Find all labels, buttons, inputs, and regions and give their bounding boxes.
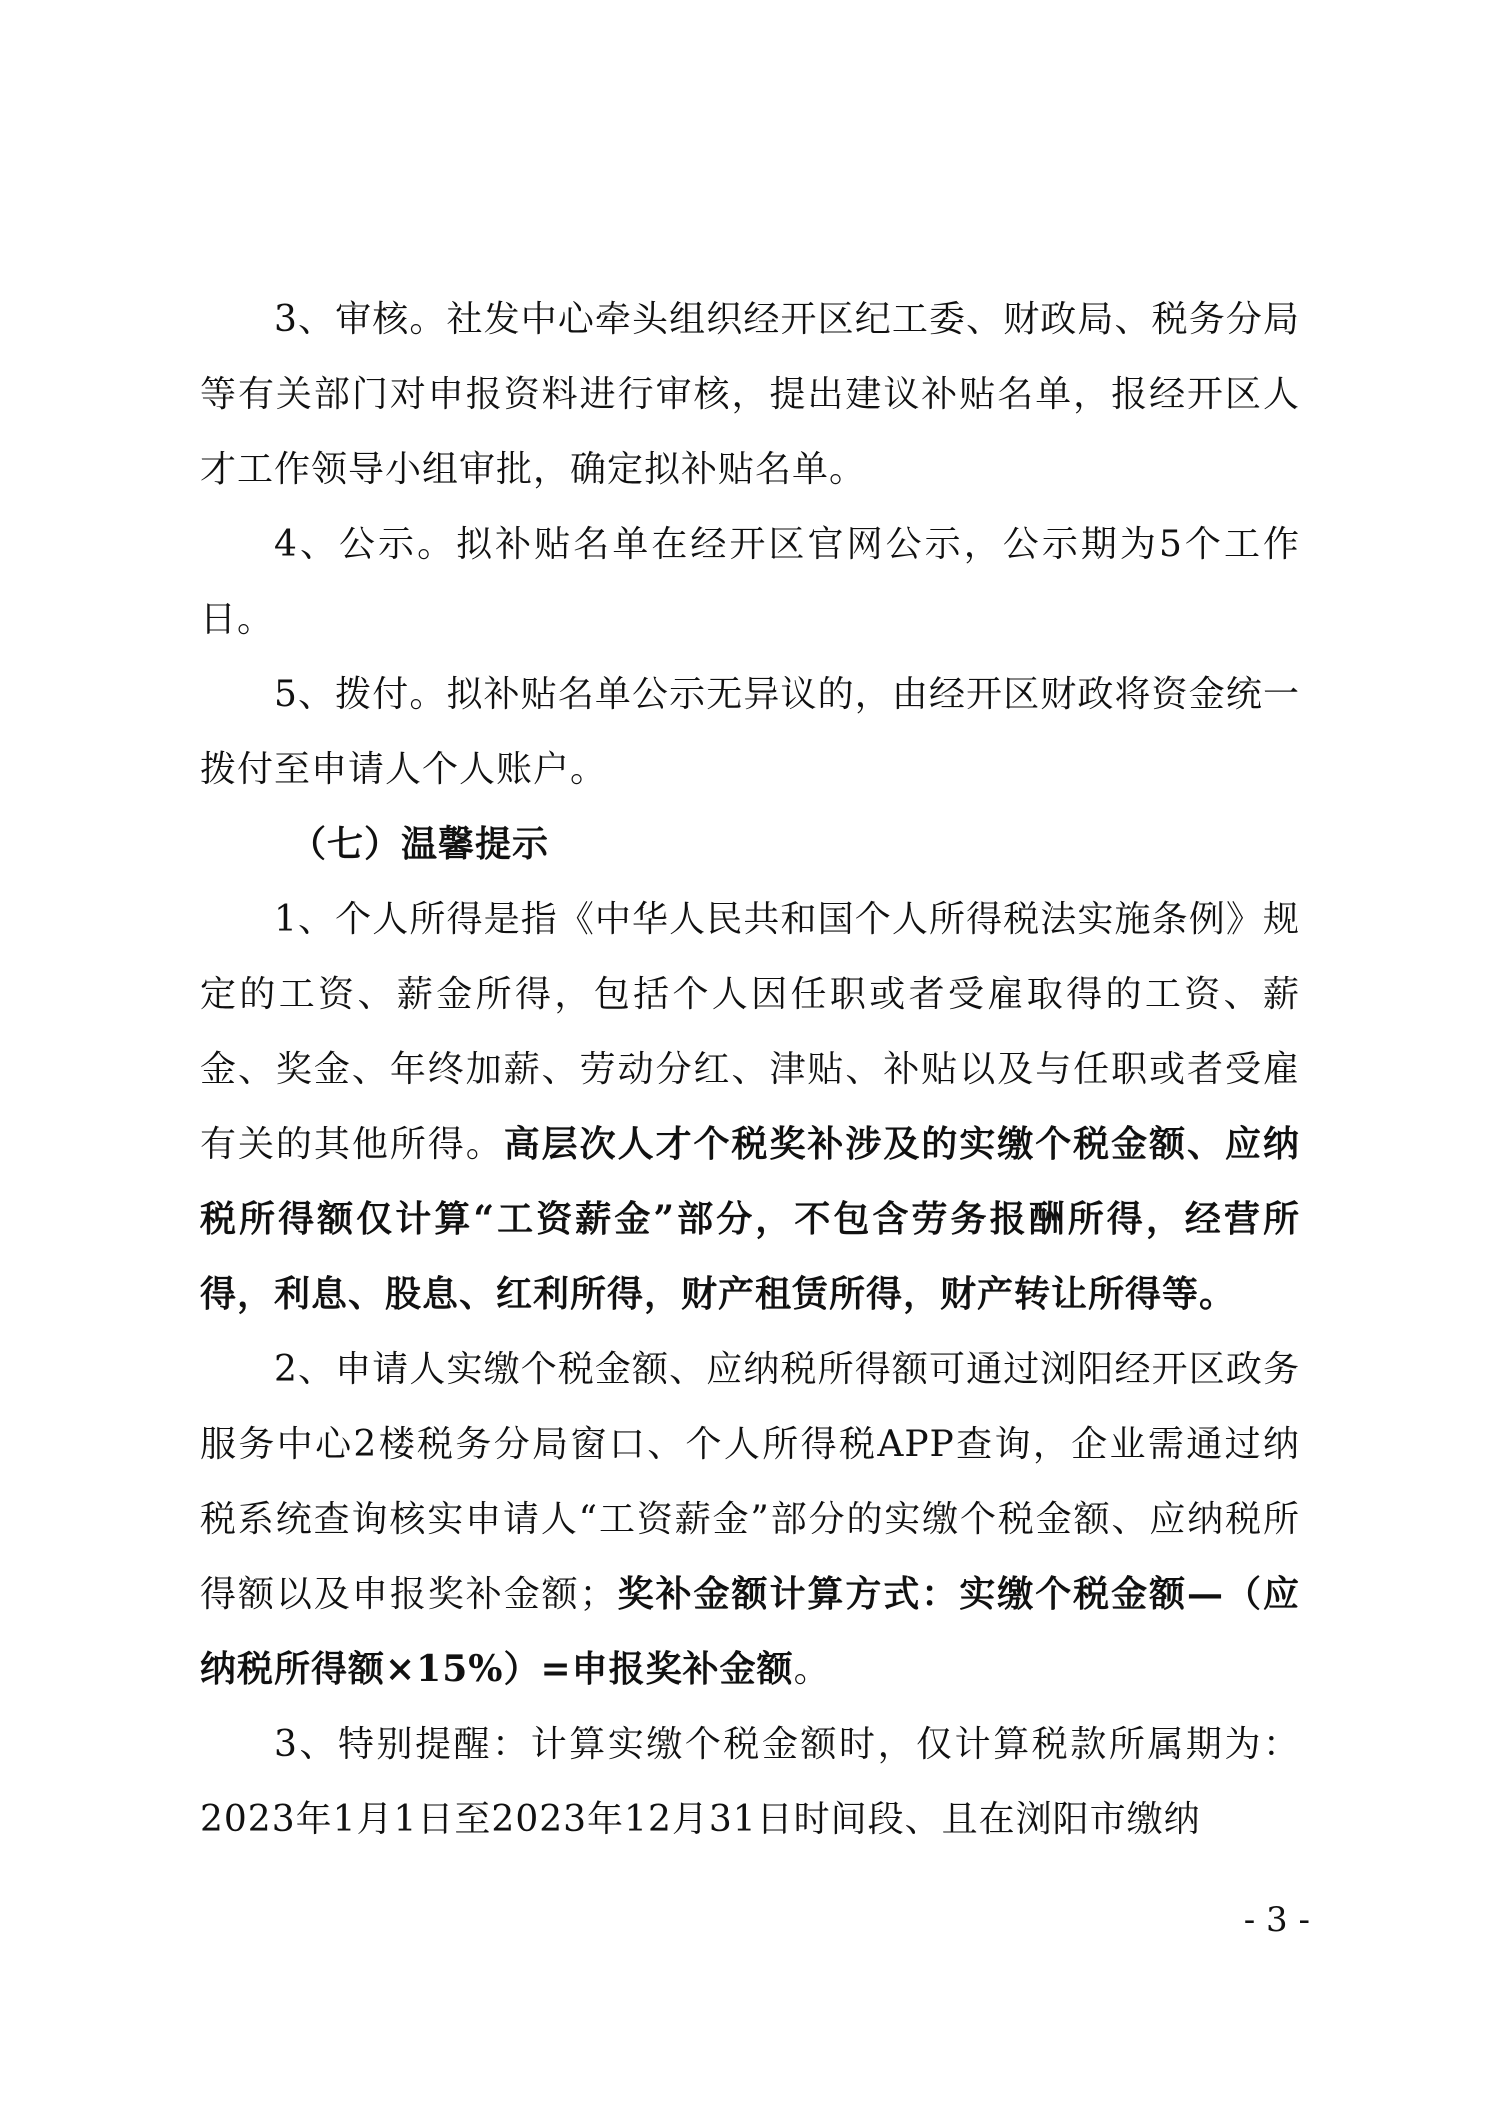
paragraph-tip-2: [200, 1332, 1300, 1707]
paragraph-tip-3: 3、特别提醒：计算实缴个税金额时，仅计算税款所属期为：2023年1月1日至2023年12月31日时间段、且在浏阳市缴纳: [200, 1724, 1300, 1840]
tip-1-emphasis: 高层次人才个税奖补涉及的实缴个税金额、应纳税所得额仅计算“工资薪金”部分，不包含劳务报酬所得，经营所得，利息、股息、红利所得，财产租赁所得，财产转让所得等。: [200, 1123, 1300, 1315]
tip-2-text: 2、申请人实缴个税金额、应纳税所得额可通过浏阳经开区政务服务中心2楼税务分局窗口、个人所得税APP查询，企业需通过纳税系统查询核实申请人“工资薪金”部分的实缴个税金额、应纳税所得额以及申报奖补金额；: [200, 1349, 1300, 1615]
tip-1-text: 1、个人所得是指《中华人民共和国个人所得税法实施条例》规定的工资、薪金所得，包括个人因任职或者受雇取得的工资、薪金、奖金、年终加薪、劳动分红、津贴、补贴以及与任职或者受雇有关的其他所得。: [200, 899, 1300, 1165]
document-body: [200, 282, 1300, 1857]
paragraph-publicity: 4、公示。拟补贴名单在经开区官网公示，公示期为5个工作日。: [200, 524, 1300, 640]
paragraph-review: 3、审核。社发中心牵头组织经开区纪工委、财政局、税务分局等有关部门对申报资料进行审核，提出建议补贴名单，报经开区人才工作领导小组审批，确定拟补贴名单。: [200, 299, 1300, 490]
paragraph-disburse: 5、拨付。拟补贴名单公示无异议的，由经开区财政将资金统一拨付至申请人个人账户。: [200, 674, 1300, 790]
section-heading-tips: （七）温馨提示: [290, 823, 550, 865]
tip-2-end: 。: [793, 1649, 831, 1690]
page-number: - 3 -: [1243, 1900, 1310, 1940]
paragraph-tip-1: [200, 882, 1300, 1332]
tip-2-formula: 奖补金额计算方式：实缴个税金额—（应纳税所得额×15%）=申报奖补金额: [200, 1573, 1300, 1690]
